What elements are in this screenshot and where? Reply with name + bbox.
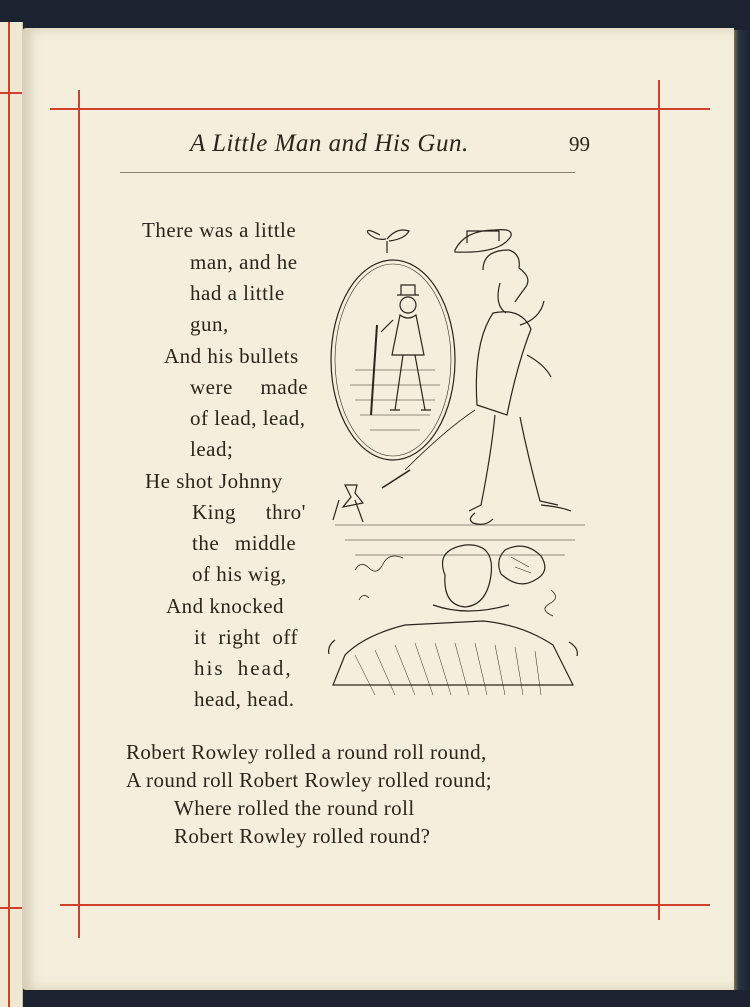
poem-line: Where rolled the round roll <box>174 796 415 820</box>
page-header <box>120 130 590 166</box>
poem-line: lead; <box>190 437 234 461</box>
poem-line: the middle <box>192 531 297 555</box>
poem-line: gun, <box>190 312 229 336</box>
poem-line: it right off <box>194 625 298 649</box>
poem-line: Robert Rowley rolled a round roll round, <box>126 740 487 764</box>
poem-line: were made <box>190 375 309 399</box>
facing-page-border-bottom <box>0 907 22 909</box>
poem-line: Robert Rowley rolled round? <box>174 824 431 848</box>
header-rule <box>120 172 575 173</box>
page-number: 99 <box>569 132 590 156</box>
illustration-little-man-gun <box>315 195 590 700</box>
facing-page-border <box>8 22 10 1007</box>
running-title: A Little Man and His Gun. <box>190 130 469 157</box>
poem-line: his head, <box>194 656 293 680</box>
poem-line: man, and he <box>190 250 298 274</box>
poem-line: King thro' <box>192 500 306 524</box>
poem-line: And his bullets <box>164 344 299 368</box>
poem-line: There was a little <box>142 218 297 242</box>
poem-line: of his wig, <box>192 562 287 586</box>
poem-line: He shot Johnny <box>145 469 283 493</box>
poem-line: A round roll Robert Rowley rolled round; <box>126 768 492 792</box>
facing-page-edge <box>0 22 23 1007</box>
facing-page-border-top <box>0 92 22 94</box>
poem-line: of lead, lead, <box>190 406 306 430</box>
poem-line: And knocked <box>166 594 285 618</box>
border-rule-top <box>50 108 710 110</box>
poem-line: head, head. <box>194 687 295 711</box>
border-rule-left <box>78 90 80 938</box>
poem-line: had a little <box>190 281 285 305</box>
border-rule-bottom <box>60 904 710 906</box>
border-rule-right <box>658 80 660 920</box>
